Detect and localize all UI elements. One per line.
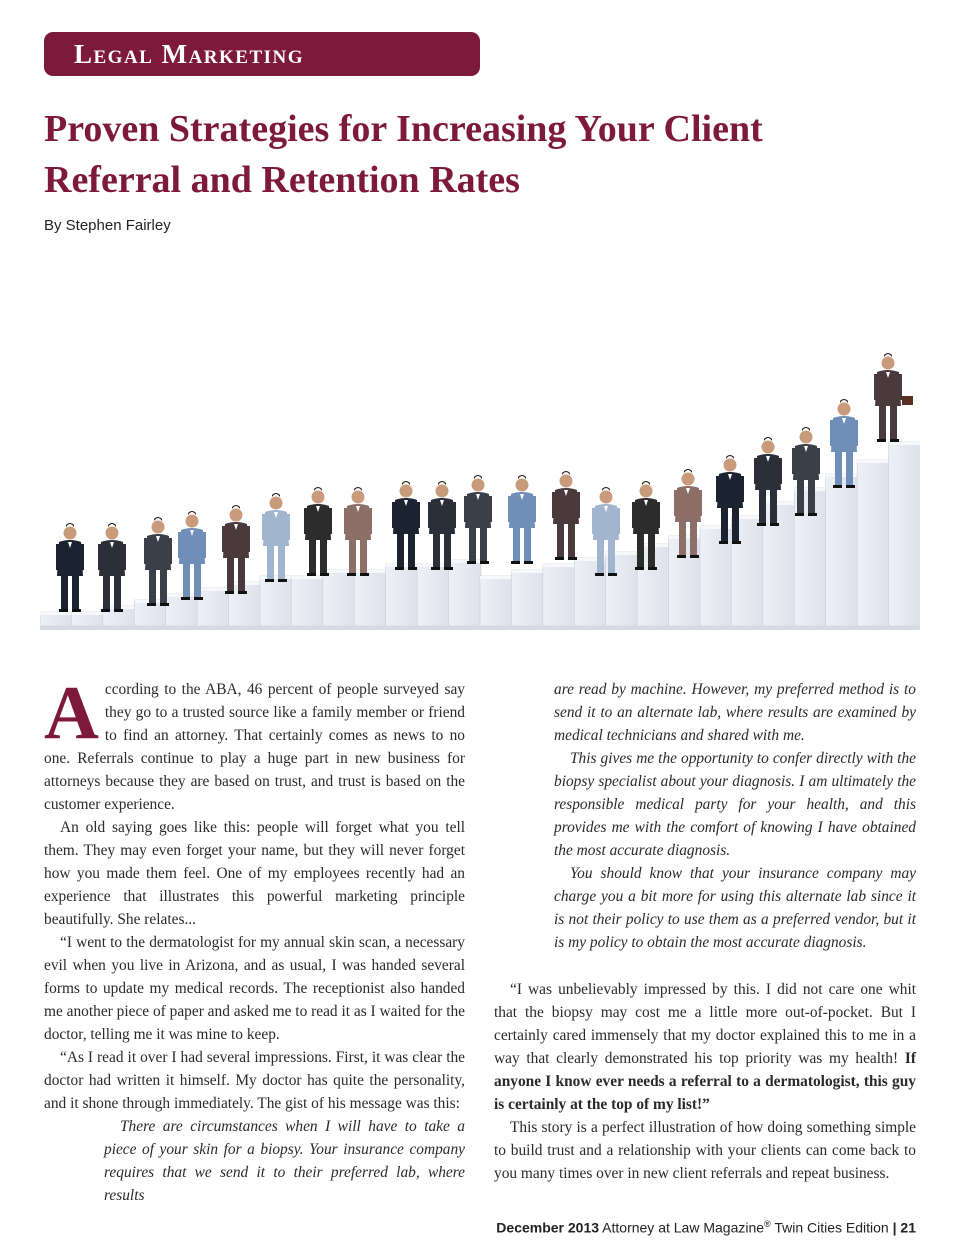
stair-step xyxy=(417,564,449,626)
quote-1-continued: are read by machine. However, my preferred method is to send it to an alternate lab, where results are examined by medical technicians and shared with me. xyxy=(554,681,916,744)
stair-top xyxy=(511,570,543,573)
business-person xyxy=(144,517,172,606)
business-person xyxy=(874,353,913,442)
quote-1: There are circumstances when I will have to take a piece of your skin for a biopsy. Your insurance company requires that we send it to their preferred lab, where results xyxy=(104,1118,465,1204)
drop-cap: A xyxy=(44,671,99,755)
stair-step xyxy=(480,576,512,626)
byline: By Stephen Fairley xyxy=(44,217,171,234)
stair-step xyxy=(857,460,889,626)
paragraph-5-bold: If anyone I know ever needs a referral to a dermatologist, this guy is certainly at the top of my list!” xyxy=(494,1050,916,1113)
stair-base xyxy=(40,626,920,630)
business-person xyxy=(56,523,84,612)
registered-mark: ® xyxy=(764,1219,771,1229)
stair-top xyxy=(354,570,386,573)
business-person xyxy=(262,493,290,582)
footer-magazine: Attorney at Law Magazine xyxy=(602,1219,765,1236)
article-title xyxy=(44,104,924,206)
stair-step xyxy=(291,576,323,626)
stair-step xyxy=(323,570,355,626)
stair-step xyxy=(449,560,481,626)
stair-step xyxy=(543,564,575,626)
page-number: 21 xyxy=(900,1219,916,1236)
paragraph-1: ccording to the ABA, 46 percent of people surveyed say they go to a trusted source like a family member or friend to find an attorney. That certainly comes as news to no one. Referrals continue to play a huge part in new business for attorneys because they are based on trust, and trust is based on the customer experience. xyxy=(44,681,465,813)
business-person xyxy=(344,487,372,576)
stair-top xyxy=(889,442,920,445)
briefcase-icon xyxy=(902,396,913,405)
quote-2: This gives me the opportunity to confer directly with the biopsy specialist about your diagnosis. I am ultimately the responsible medical party for your health, and this provides me with the comfort of knowing I have obtained the most accurate diagnosis. xyxy=(554,750,916,859)
title-line-1: Proven Strategies for Increasing Your Client xyxy=(44,108,763,150)
business-person xyxy=(178,511,206,600)
stair-top xyxy=(40,612,72,615)
hero-image xyxy=(40,350,920,640)
business-person xyxy=(392,481,420,570)
stair-top xyxy=(291,576,323,579)
stair-step xyxy=(826,474,858,626)
quote-3: You should know that your insurance company may charge you a bit more for using this alternate lab since it is not their policy to use them as a preferred vendor, but it is my policy to obtain the most accurate diagnosis. xyxy=(554,865,916,951)
stair-top xyxy=(260,576,292,579)
stair-top xyxy=(71,612,103,615)
footer-date: December 2013 xyxy=(496,1219,600,1236)
stair-step xyxy=(354,570,386,626)
stair-top xyxy=(857,460,889,463)
paragraph-2: An old saying goes like this: people will forget what you tell them. They may even forget your name, but they will never forget how you made them feel. One of my employees recently had an experience that illustrates this powerful marketing principle beautifully. She relates... xyxy=(44,819,465,928)
stair-step xyxy=(260,576,292,626)
paragraph-6: This story is a perfect illustration of how doing something simple to build trust and a relationship with your clients can come back to you many times over in new client referrals and repeat business. xyxy=(494,1119,916,1182)
footer-edition: Twin Cities Edition xyxy=(774,1219,889,1236)
stair-top xyxy=(543,564,575,567)
business-person xyxy=(222,505,250,594)
stair-step xyxy=(511,570,543,626)
stair-step xyxy=(386,564,418,626)
business-person xyxy=(428,481,456,570)
page-footer xyxy=(496,1219,916,1236)
stair-step xyxy=(197,588,229,626)
stair-top xyxy=(449,560,481,563)
title-line-2: Referral and Retention Rates xyxy=(44,159,520,201)
stair-top xyxy=(166,594,198,597)
paragraph-3: “I went to the dermatologist for my annual skin scan, a necessary evil when you live in Arizona, and as usual, I was handed several forms to update my medical records. The receptionist also handed me another piece of paper and asked me to read it as I waited for the doctor, telling me it was mine to keep. xyxy=(44,934,465,1043)
stair-step xyxy=(763,502,795,626)
column-left xyxy=(44,671,465,1207)
footer-separator: | xyxy=(892,1219,897,1236)
paragraph-4: “As I read it over I had several impressions. First, it was clear the doctor had written it himself. My doctor has quite the personality, and it shone through immediately. The gist of his message was this: xyxy=(44,1049,465,1112)
business-person xyxy=(508,475,536,564)
section-label: Legal Marketing xyxy=(74,38,305,69)
business-person xyxy=(464,475,492,564)
section-banner xyxy=(44,32,480,76)
stair-top xyxy=(197,588,229,591)
business-person xyxy=(98,523,126,612)
paragraph-5: “I was unbelievably impressed by this. I did not care one whit that the biopsy may cost me a little more out-of-pocket. But I certainly cared immensely that my doctor explained this to me in a way that clearly demonstrated his top priority was my health! xyxy=(494,981,916,1067)
stair-top xyxy=(763,502,795,505)
stair-step xyxy=(889,442,920,626)
column-right xyxy=(494,678,916,1185)
stair-top xyxy=(480,576,512,579)
business-person xyxy=(304,487,332,576)
business-person xyxy=(552,471,580,560)
